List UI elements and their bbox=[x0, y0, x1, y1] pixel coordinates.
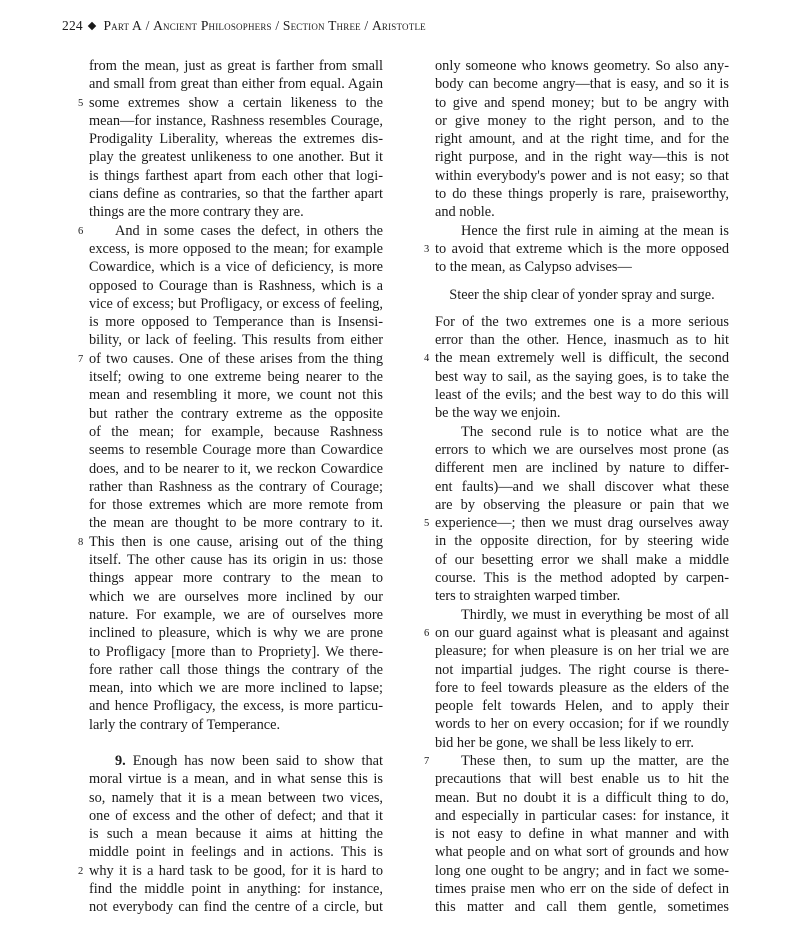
line-text: and noble. bbox=[435, 204, 495, 221]
line-text: excess, is more opposed to the mean; for example bbox=[89, 240, 383, 257]
section-number: 9. bbox=[115, 752, 126, 769]
line-text: to avoid that extreme which is the more opposed bbox=[435, 240, 729, 257]
line-text: mean. But no doubt it is a difficult thing to do, bbox=[435, 789, 729, 806]
text-line bbox=[435, 386, 729, 404]
text-line bbox=[89, 148, 383, 166]
line-text: of our besetting error we shall make a middle bbox=[435, 551, 729, 568]
line-text: on our guard against what is pleasant and against bbox=[435, 624, 729, 641]
text-line bbox=[89, 185, 383, 203]
left-column bbox=[78, 57, 383, 917]
line-text: to do these things properly is rare, praiseworthy, bbox=[435, 186, 729, 203]
text-line bbox=[89, 569, 383, 587]
section-spacer bbox=[89, 734, 383, 752]
text-line bbox=[78, 862, 383, 880]
text-line bbox=[435, 112, 729, 130]
block-quote-line bbox=[435, 286, 729, 304]
text-line bbox=[89, 643, 383, 661]
text-line bbox=[435, 734, 729, 752]
text-line bbox=[435, 569, 729, 587]
text-line bbox=[435, 185, 729, 203]
bekker-line-marker: 7 bbox=[78, 353, 84, 365]
text-line bbox=[89, 880, 383, 898]
page-number: 224 bbox=[62, 18, 83, 33]
line-text: not everybody can find the centre of a circle, but bbox=[89, 899, 383, 916]
text-line bbox=[78, 222, 383, 240]
text-line bbox=[435, 880, 729, 898]
line-text: are by observing the pleasure or pain that we bbox=[435, 496, 729, 513]
line-text: so, namely that it is a mean between two vices, bbox=[89, 789, 383, 806]
text-line bbox=[89, 514, 383, 532]
bekker-line-marker: 6 bbox=[78, 225, 84, 237]
text-line bbox=[435, 715, 729, 733]
line-text: does, and to be nearer to it, we reckon Cowardice bbox=[89, 460, 383, 477]
line-text: nature. For example, we are of ourselves more bbox=[89, 606, 383, 623]
header-book: Ancient Philosophers bbox=[153, 18, 272, 33]
line-text: long one ought to be angry; and in fact we some- bbox=[435, 862, 729, 879]
header-chapter: Aristotle bbox=[371, 18, 426, 33]
text-line bbox=[435, 222, 729, 240]
line-text: mean—for instance, Rashness resembles Courage, bbox=[89, 112, 383, 129]
text-line bbox=[89, 661, 383, 679]
text-line bbox=[89, 807, 383, 825]
header-separator: / bbox=[364, 18, 369, 33]
text-line bbox=[435, 661, 729, 679]
line-text: Cowardice, which is a vice of deficiency, is more bbox=[89, 259, 383, 276]
text-line bbox=[89, 130, 383, 148]
text-line bbox=[424, 240, 729, 258]
text-line bbox=[89, 167, 383, 185]
line-text: one of excess and the other of defect; and that it bbox=[89, 807, 383, 824]
bekker-line-marker: 8 bbox=[78, 536, 84, 548]
text-line bbox=[435, 843, 729, 861]
text-line bbox=[89, 624, 383, 642]
line-text: only someone who knows geometry. So also any- bbox=[435, 58, 729, 74]
line-text: times praise men who err on the side of defect in bbox=[435, 881, 729, 898]
header-separator: / bbox=[145, 18, 150, 33]
text-line bbox=[435, 404, 729, 422]
line-text: ters to straighten warped timber. bbox=[435, 588, 621, 605]
line-text: different men are inclined by nature to differ- bbox=[435, 460, 729, 477]
text-line bbox=[89, 112, 383, 130]
text-line bbox=[435, 770, 729, 788]
text-line bbox=[89, 240, 383, 258]
header-separator: / bbox=[275, 18, 280, 33]
line-text: moral virtue is a mean, and in what sense this is bbox=[89, 771, 383, 788]
text-line bbox=[89, 441, 383, 459]
line-text: people felt towards Helen, and to apply their bbox=[435, 698, 729, 715]
line-text: the mean are thought to be more contrary to it. bbox=[89, 515, 383, 532]
text-line bbox=[424, 349, 729, 367]
bekker-line-marker: 4 bbox=[424, 353, 430, 365]
line-text: of the mean; for example, because Rashness bbox=[89, 423, 383, 440]
text-line bbox=[424, 624, 729, 642]
line-text: not impartial judges. The right course is there- bbox=[435, 661, 729, 678]
line-text: within everybody's power and is not easy; so that bbox=[435, 167, 729, 184]
line-text: for those extremes which are more remote from bbox=[89, 497, 383, 514]
line-text: to Profligacy [more than to Propriety]. We there- bbox=[89, 643, 383, 660]
text-line bbox=[435, 368, 729, 386]
line-text: play the greatest unlikeness to one another. But it bbox=[89, 149, 383, 166]
line-text: least of the evils; and the best way to do this will bbox=[435, 387, 729, 404]
text-line bbox=[89, 697, 383, 715]
line-text: things appear more contrary to the mean to bbox=[89, 570, 383, 587]
text-line bbox=[89, 331, 383, 349]
line-text: why it is a hard task to be good, for it is hard to bbox=[89, 862, 383, 879]
text-line bbox=[435, 459, 729, 477]
text-line bbox=[435, 94, 729, 112]
text-line bbox=[435, 807, 729, 825]
text-line bbox=[435, 75, 729, 93]
line-text: fore rather call those things the contrary of the bbox=[89, 661, 383, 678]
line-text: The second rule is to notice what are the bbox=[461, 423, 729, 440]
line-text: middle point in feelings and in actions. This is bbox=[89, 844, 383, 861]
text-line bbox=[435, 478, 729, 496]
line-text: is not easy to define in what manner and with bbox=[435, 826, 729, 843]
line-text: vice of excess; but Profligacy, or excess of feeling, bbox=[89, 295, 383, 312]
line-text: words to her on every occasion; for if we roundly bbox=[435, 716, 729, 733]
text-line bbox=[78, 533, 383, 551]
bekker-line-marker: 7 bbox=[424, 755, 430, 767]
text-line bbox=[424, 752, 729, 770]
text-line bbox=[89, 588, 383, 606]
line-text: This then is one cause, arising out of the thing bbox=[89, 533, 383, 550]
line-text: And in some cases the defect, in others the bbox=[115, 222, 383, 239]
line-text: experience—; then we must drag ourselves away bbox=[435, 515, 729, 532]
text-line bbox=[89, 405, 383, 423]
text-line bbox=[435, 496, 729, 514]
text-line bbox=[89, 57, 383, 75]
line-text: this matter and call them gentle, sometimes bbox=[435, 899, 729, 916]
line-text: itself. The other cause has its origin in us: those bbox=[89, 552, 383, 569]
bekker-line-marker: 5 bbox=[78, 97, 84, 109]
bekker-line-marker: 6 bbox=[424, 627, 430, 639]
text-line bbox=[89, 75, 383, 93]
line-text: or give money to the right person, and to the bbox=[435, 112, 729, 129]
line-text: mean, into which we are more inclined to lapse; bbox=[89, 680, 383, 697]
line-text: right amount, and at the right time, and for the bbox=[435, 131, 729, 148]
line-text: fore to feel towards pleasure as the elders of the bbox=[435, 679, 729, 696]
text-line bbox=[435, 587, 729, 605]
text-line bbox=[89, 679, 383, 697]
bekker-line-marker: 3 bbox=[424, 243, 430, 255]
line-text: errors to which we are ourselves most prone (as bbox=[435, 441, 729, 458]
text-line bbox=[435, 825, 729, 843]
line-text: some extremes show a certain likeness to the bbox=[89, 94, 383, 111]
text-line bbox=[89, 843, 383, 861]
line-text: best way to sail, as the saying goes, is to take the bbox=[435, 368, 729, 385]
text-line bbox=[435, 203, 729, 221]
line-text: precautions that will best enable us to hit the bbox=[435, 771, 729, 788]
line-text: rather than Rashness as the contrary of Courage; bbox=[89, 478, 383, 495]
text-line bbox=[435, 789, 729, 807]
quote-spacer bbox=[435, 277, 729, 286]
text-line bbox=[435, 258, 729, 276]
text-line bbox=[435, 697, 729, 715]
text-line bbox=[89, 770, 383, 788]
line-text: of two causes. One of these arises from the thing bbox=[89, 350, 383, 367]
line-text: and small from great than either from equal. Again bbox=[89, 76, 383, 93]
right-column bbox=[424, 57, 729, 917]
line-text: error than the other. Hence, inasmuch as to hit bbox=[435, 332, 729, 349]
line-text: course. This is the method adopted by carpen- bbox=[435, 570, 729, 587]
text-line bbox=[435, 642, 729, 660]
line-text: is more opposed to Temperance than is Insensi- bbox=[89, 314, 383, 331]
line-text: opposed to Courage than is Rashness, which is a bbox=[89, 277, 383, 294]
text-line bbox=[435, 167, 729, 185]
text-line bbox=[424, 514, 729, 532]
bekker-line-marker: 5 bbox=[424, 518, 430, 530]
line-text: to the mean, as Calypso advises— bbox=[435, 259, 632, 276]
text-line bbox=[78, 94, 383, 112]
line-text: Steer the ship clear of yonder spray and surge. bbox=[449, 286, 715, 303]
text-line bbox=[89, 752, 383, 770]
line-text: cians define as contraries, so that the farther apart bbox=[89, 186, 383, 203]
text-line bbox=[89, 313, 383, 331]
text-line bbox=[435, 331, 729, 349]
line-text: in the opposite direction, for by steering wide bbox=[435, 533, 729, 550]
text-line bbox=[435, 898, 729, 916]
text-line bbox=[89, 277, 383, 295]
line-text: to give and spend money; but to be angry with bbox=[435, 94, 729, 111]
running-header bbox=[62, 18, 426, 34]
line-text: is things farthest apart from each other that logi- bbox=[89, 167, 383, 184]
text-line bbox=[89, 258, 383, 276]
text-line bbox=[435, 313, 729, 331]
line-text: which we are ourselves more inclined by our bbox=[89, 588, 383, 605]
line-text: mean and resembling it more, we count not this bbox=[89, 387, 383, 404]
text-line bbox=[435, 130, 729, 148]
text-line bbox=[89, 789, 383, 807]
text-line bbox=[435, 551, 729, 569]
bekker-line-marker: 2 bbox=[78, 865, 84, 877]
text-line bbox=[435, 423, 729, 441]
text-line bbox=[89, 203, 383, 221]
line-text: find the middle point in anything: for instance, bbox=[89, 881, 383, 898]
line-text: For of the two extremes one is a more serious bbox=[435, 313, 729, 330]
text-line bbox=[435, 532, 729, 550]
header-part: Part A bbox=[103, 18, 142, 33]
line-text: be the way we enjoin. bbox=[435, 405, 561, 422]
line-text: larly the contrary of Temperance. bbox=[89, 716, 281, 733]
text-line bbox=[89, 898, 383, 916]
text-line bbox=[89, 368, 383, 386]
text-line bbox=[435, 606, 729, 624]
line-text: is such a mean because it aims at hitting the bbox=[89, 826, 383, 843]
line-text: the mean extremely well is difficult, the second bbox=[435, 350, 729, 367]
text-line bbox=[89, 478, 383, 496]
line-text: things are the more contrary they are. bbox=[89, 204, 304, 221]
text-line bbox=[89, 496, 383, 514]
line-text: Thirdly, we must in everything be most of all bbox=[461, 606, 729, 623]
line-text: Hence the first rule in aiming at the mean is bbox=[461, 222, 729, 239]
text-line bbox=[89, 716, 383, 734]
line-text: itself; owing to one extreme being nearer to the bbox=[89, 369, 383, 386]
line-text: These then, to sum up the matter, are the bbox=[461, 752, 729, 769]
text-line bbox=[435, 679, 729, 697]
text-line bbox=[89, 295, 383, 313]
text-line bbox=[89, 551, 383, 569]
line-text: pleasure; for when pleasure is on her trial we are bbox=[435, 643, 729, 660]
text-line bbox=[89, 606, 383, 624]
quote-spacer bbox=[435, 304, 729, 313]
line-text: seems to resemble Courage more than Cowardice bbox=[89, 442, 383, 459]
diamond-ornament-icon bbox=[88, 22, 96, 30]
text-line bbox=[89, 460, 383, 478]
line-text: body can become angry—that is easy, and so it is bbox=[435, 76, 729, 93]
text-line bbox=[89, 423, 383, 441]
text-line bbox=[78, 350, 383, 368]
line-text: and especially in particular cases: for instance, it bbox=[435, 807, 729, 824]
text-line bbox=[435, 148, 729, 166]
line-text: but rather the contrary extreme as the opposite bbox=[89, 405, 383, 422]
line-text: from the mean, just as great is farther from small bbox=[89, 58, 383, 74]
text-line bbox=[435, 57, 729, 75]
line-text: ent faults)—and we shall discover what these bbox=[435, 478, 729, 495]
text-line bbox=[89, 386, 383, 404]
line-text: right purpose, and in the right way—this is not bbox=[435, 149, 729, 166]
header-section: Section Three bbox=[282, 18, 361, 33]
line-text: bility, or lack of feeling. This results from either bbox=[89, 332, 383, 349]
text-line bbox=[435, 862, 729, 880]
text-line bbox=[89, 825, 383, 843]
line-text: Prodigality Liberality, whereas the extremes dis- bbox=[89, 131, 383, 148]
line-text: bid her be gone, we shall be less likely to err. bbox=[435, 734, 694, 751]
line-text: inclined to pleasure, which is why we are prone bbox=[89, 625, 383, 642]
line-text: what people and on what sort of grounds and how bbox=[435, 844, 729, 861]
text-line bbox=[435, 441, 729, 459]
line-text: Enough has now been said to show that bbox=[125, 752, 383, 769]
line-text: and hence Profligacy, the excess, is more particu- bbox=[89, 698, 383, 715]
